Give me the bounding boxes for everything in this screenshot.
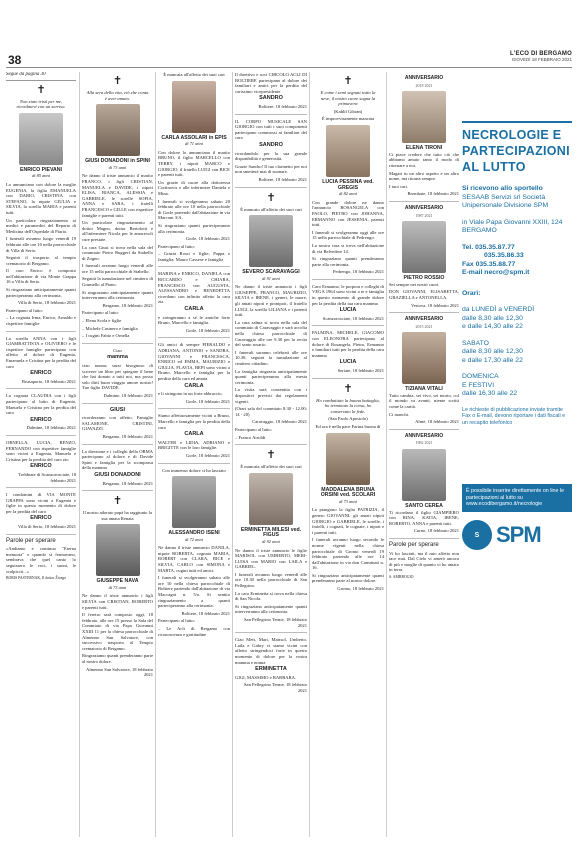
panel-title: NECROLOGIE E PARTECIPAZIONI AL LUTTO	[462, 121, 572, 175]
participants-heading: Partecipano al lutto:	[82, 310, 119, 316]
divider	[158, 266, 230, 267]
obituary-text: La famiglia ringrazia anticipatamente quanti parteciperanno alla mesta cerimonia.	[235, 368, 307, 385]
header-rule	[6, 67, 572, 68]
portrait-photo	[172, 476, 216, 528]
obituary-text: La cara salma si trova nella sala del commiato di Caravaggio e sarà accolta nella chiesa parrocchiale di Caravaggio alle ore 9.30 per la recita del santo rosario.	[235, 319, 307, 348]
place-date: Curno, 18 febbraio 2021	[413, 528, 459, 534]
obituary-text: Un particolare ringraziamento al dottor Magno, dottor Bertolotti e all'infermiere Nicola per le amorevoli cure prestate.	[82, 220, 153, 242]
obituary-text: I funerali avranno luogo venerdì alle ore 10.30 nella parrocchiale di San Pellegrino.	[235, 571, 307, 589]
notice-text: Gli amici di sempre PIERALDO e ADRIANA, ANTONIO e SANDRA, GIOVANNI e FRANCESCA, ENRICO ed EMMA, MAURIZIO e GIULIA, FLAVIA, BEPI sono vicini a Bruno, Marcello e famiglia per la perdita della cara ed amata	[158, 342, 230, 381]
anniversary-name: TIZIANA VITALI	[405, 386, 443, 393]
obituary-text: I funerali si svolgeranno sabato 20 febbraio alle ore 10 nella parrocchiale di Gorle partendo dall'abitazione in via Marconi 3/A.	[158, 198, 230, 221]
column-rule	[386, 72, 387, 837]
masthead-title: L'ECO DI BERGAMO	[510, 51, 572, 57]
notice-text: La sorella ANNA con i figli GIAMBATTISTA e OLIVIERO e le rispettive famiglie partecipano con affetto al dolore di Eugenia, Emanuela e Cristina per la perdita del caro	[6, 335, 76, 369]
obituary-text: Si ringraziano anticipatamente quanti prenderanno parte al nostro dolore.	[312, 572, 384, 584]
obituary-text: Il caro Enrico è composto nell'abitazione di via Monte Grappa 16 a Villa di Serio.	[6, 268, 76, 285]
verse: Ho combattuto la buona battaglia, ho terminato la corsa, ho conservato la fede.	[316, 397, 380, 414]
divider	[312, 378, 384, 379]
anniversary-heading: ANNIVERSARIO	[404, 316, 444, 323]
obituary-text: La cara Giusi si trova nella sala del commiato Pietro Ruggeri da Stabello di Zogno.	[82, 244, 153, 261]
participant: – Le Acli di Bergamo con riconoscenza e gratitudine	[158, 626, 230, 637]
obituary-text: Il feretro sarà composto oggi, 18 febbraio, alle ore 15 presso la Sala del Commiato di via Papa Giovanni XXIII 11 per la chiesa parrocchiale di Almenno San Salvatore, con successivo trasporto al Tempio crematorio di Bergamo.	[82, 612, 153, 651]
obituary-text: La nostra cara si trova nell'abitazione di via Belvedere 14.	[312, 242, 384, 254]
obituary-text: Un particolare ringraziamento ai medici e paramedici del Reparto di Medicina dell'Ospedale di Piario.	[6, 217, 76, 234]
intro-text: SESAAB Servizi srl Società Unipersonale Divisione SPM	[462, 193, 549, 209]
cross-icon: ✝	[112, 494, 123, 508]
portrait-photo	[19, 113, 63, 165]
obituary-text: Si ringraziano anticipatamente quanti interverranno alla cerimonia.	[82, 289, 153, 301]
notice-text: È mancata all'affetto dei suoi cari	[240, 464, 302, 470]
notice-text: Il direttivo e soci CIRCOLO ACLI DI BOLTIERE partecipano al dolore dei familiari e amici per la perdita del carissimo vicepresidente	[235, 72, 307, 94]
notice-text: Il nostro adorato papà ha raggiunto la sua amata Renata	[83, 510, 152, 521]
obituary-text: Ne danno il triste annuncio DANILA, nipote ROBERTA, cognata MARIA, ROBERT con CLARA, BICE e SILVIA, CARLO con SIMONA e MARTA, cugini tutti ed amici.	[158, 545, 230, 573]
notice-name: SANDRO	[259, 95, 283, 102]
participants-heading: Partecipano al lutto:	[158, 243, 195, 249]
divider	[312, 325, 384, 326]
anniversary-years: 2018 2021	[415, 82, 433, 88]
place-date: Bergamo, 18 febbraio 2021	[102, 480, 153, 486]
notice-text: GIGI, MASSIMO e BARBARA.	[235, 674, 297, 680]
notice-name: ENRICO	[30, 515, 52, 522]
place-date: Almè, 18 febbraio 2021	[415, 419, 459, 425]
anniversary-name: ELENA TIRONI	[405, 145, 443, 152]
divider	[235, 444, 307, 445]
obituary-text: Ne danno il triste annuncio il marito FRANCO, i figli CRISTIAN, MANUELA e DAVIDE, i nipoti ELISA, BIANCA, ALESSIA e GABRIELE, le sorelle SOFIA, ANNA e SARA, i fratelli FRANCESCO e GILLE con rispettive famiglie e parenti tutti.	[82, 173, 153, 218]
divider	[6, 534, 76, 535]
participants-heading: Partecipano al lutto:	[6, 307, 43, 313]
notice-text: e li stringono in un forte abbraccio.	[158, 391, 223, 397]
spm-logo	[462, 520, 572, 550]
hours-line: e dalle 14,30 alle 22	[462, 323, 523, 330]
deceased-name: ERMINETTA MILESI ved. FIGUS	[240, 526, 302, 539]
notice-text: e stringeranno a sé le amiche forte Bruno, Marcello e famiglia.	[158, 314, 230, 326]
notice-text: La cognata CLAUDIA con i figli partecipano al lutto di Eugenia, Manuela e Cristina per la perdita del caro	[6, 393, 76, 416]
notice-text: È mancato all'affetto dei suoi cari	[240, 206, 302, 212]
anniversary-heading: ANNIVERSARIO	[404, 432, 444, 439]
column-rule	[309, 72, 310, 837]
anniversary-heading: ANNIVERSARIO	[404, 204, 444, 211]
cross-icon: ✝	[36, 82, 46, 96]
masthead-date: GIOVEDÌ 18 FEBBRAIO 2021	[511, 57, 572, 62]
notice-text: IL CORPO MUSICALE SAN GIORGIO con tutti i suoi componenti partecipano commossi ai familiari del caro	[235, 118, 307, 141]
cross-icon: ✝	[266, 190, 276, 204]
divider	[235, 187, 307, 188]
place-date: Gromo, 18 febbraio 2021	[337, 586, 384, 592]
verse-author: (Kahlil Gibran)	[333, 108, 363, 114]
masthead	[510, 51, 572, 62]
participant: – I cugini Fabio e Ornella	[82, 333, 130, 339]
column-rule	[155, 72, 156, 837]
column-rule	[232, 72, 233, 837]
divider	[158, 408, 230, 409]
portrait-photo	[402, 332, 446, 384]
anniversary-text: Sei sempre nei nostri cuori.	[389, 281, 440, 287]
hours-line: dalle 8,30 alle 12,30	[462, 348, 523, 355]
divider	[389, 201, 459, 202]
participants-heading: Partecipano al lutto:	[158, 618, 195, 624]
verse: Non siate tristi per me, ricordatevi con un sorriso.	[16, 98, 66, 110]
cross-icon: ✝	[343, 381, 353, 395]
parole-text: «Andiamo e continuo "Eterna memoria" e quando si fermavano, sembrava che quel canto lo seguissero le voci, i suoni, le scalpiccii...»	[6, 546, 76, 574]
portrait-photo	[402, 449, 446, 501]
continued-from: Segue da pagina 30	[6, 72, 76, 81]
notice-text: ricorderanno con affetto. Famiglie SALAMONE, CRISTINI, GIAVAZZI.	[82, 415, 153, 432]
opening-hours	[462, 290, 572, 399]
deceased-age: di 73 anni	[108, 164, 127, 170]
deceased-age: di 82 anni	[339, 191, 357, 197]
deceased-name: GIUSI DONADONI in SPINI	[85, 158, 150, 165]
hours-line: e dalle 17,30 alle 22	[462, 356, 523, 364]
hours-heading: Orari:	[462, 289, 481, 297]
notice-text: È mancata all'affetto dei suoi cari	[163, 72, 225, 77]
obituary-text: Seguirà la tumulazione nel cimitero di Grumello al Piano.	[82, 276, 153, 288]
verse-author: (San Paolo Apostolo)	[328, 416, 368, 422]
anniversary-years: 2015 2021	[415, 323, 433, 329]
tel-number-2[interactable]: 035.35.86.33	[484, 252, 524, 259]
place-date: Brembate, 18 febbraio 2021	[407, 191, 459, 197]
column-1	[6, 72, 76, 839]
notice-name: GIUSI	[110, 406, 125, 413]
notice-name: LUCIA	[339, 307, 357, 314]
divider	[389, 429, 459, 430]
anniversary-name: SANTO CEREA	[405, 503, 443, 510]
column-2	[82, 72, 153, 839]
obituary-text: Si ringraziano anticipatamente quanti parteciperanno alla cerimonia.	[6, 287, 76, 298]
portrait-photo	[326, 433, 370, 485]
deceased-name: ALESSANDRO ISENI	[168, 530, 220, 537]
place-date: Gorle, 18 febbraio 2021	[185, 398, 230, 404]
divider	[6, 487, 76, 488]
obituary-text: La visita sarà consentita con i dispositivi previsti dai regolamenti vigenti.	[235, 387, 307, 404]
notice-name: ENRICO	[30, 463, 52, 470]
notice-text: PALMINA, MICHELE, GIACOMO con ELEONORA partecipano al dolore di Rosangela, Pietro, Ermanno e familiari tutti per la perdita della cara mamma	[312, 330, 384, 358]
place-date: Boltiere, 18 febbraio 2021	[181, 610, 230, 616]
notice-name: GIUSI DONADONI	[94, 471, 141, 478]
portrait-photo	[249, 473, 293, 525]
parole-heading: Parole per sperare	[6, 537, 56, 544]
panel-contacts	[462, 244, 572, 278]
obituary-text: La piangono la figlia PATRIZIA, il genero GIOVANNI, gli amati nipoti GIORGIO e GABRIELE, le sorelle, i fratelli, i cognati, le cognate, i nipoti e i parenti tutti.	[312, 507, 384, 535]
deceased-name: CARLA ASSOLARI in EPIS	[161, 134, 227, 141]
column-5	[312, 72, 384, 839]
notice-name: SANDRO	[259, 141, 283, 148]
anniversary-years: 1982 2021	[415, 440, 433, 446]
notice-text: ORNELLA, LUCIA, RENZO, FERNANDO con rispettive famiglie sono vicini a Eugenia, Manuela e Cristina per la perdita del caro zio	[6, 439, 76, 462]
place-date: Trebbiate di Scanzorosciate, 18 febbraio 2021	[18, 471, 76, 483]
obituary-text: Lo annunciano con dolore la moglie EUGENIA, la figlia EMANUELA con DARIO, CRISTINA con STEFANO, la nipote GIULIA e SILVIA, la sorella MARIA e parenti tutti.	[6, 181, 76, 215]
deceased-age: di 72 anni	[185, 536, 203, 542]
email-label: E-mail	[462, 269, 483, 276]
hours-sunday	[462, 373, 572, 399]
deceased-name: GIUSEPPE NAVA	[96, 578, 139, 585]
notice-name: ENRICO	[30, 370, 52, 377]
fax-label: Fax	[462, 260, 474, 268]
deceased-age: di 92 anni	[262, 538, 280, 544]
tel-number-1[interactable]: 035.35.87.77	[475, 243, 515, 251]
cross-icon: ✝	[266, 448, 276, 462]
anniversary-text: DON GIOVANNI, ELISABETTA, GRAZIELLA e ANTONELLA.	[389, 289, 459, 300]
obituary-text: Ringraziamo quanti prenderanno parte al nostro dolore.	[82, 653, 153, 664]
notice-name: mamma	[107, 354, 128, 361]
necrology-info-panel	[462, 72, 572, 830]
place-date: Seriate, 18 febbraio 2021	[337, 368, 384, 373]
portrait-photo	[96, 104, 140, 156]
place-date: Dalmine, 18 febbraio 2021	[103, 392, 153, 398]
divider	[6, 388, 76, 389]
place-date: Villa di Serio, 18 febbraio 2021	[17, 300, 76, 306]
notice-text: Con immenso dolore ci ha lasciato	[162, 467, 226, 473]
anniversary-text: Ci manchi.	[389, 411, 410, 417]
place-date: San Pellegrino Terme, 18 febbraio 2021	[244, 617, 307, 628]
column-4	[235, 72, 307, 839]
cross-icon: ✝	[112, 74, 123, 87]
obituary-text: Si ringraziano quanti parteciperanno alla cerimonia.	[158, 222, 230, 234]
anniversary-text: Magari tu un altro aspetto e un altro nome, ma ritorna sempre.	[389, 170, 459, 182]
place-date: Bergamo, 18 febbraio 2021	[102, 433, 153, 439]
notice-text: I condomini di VIA MONTE GRAPPA sono vicini a Eugenia e figlie in questo momento di dolore per la perdita del caro	[6, 492, 76, 514]
notice-text: Ed ora è nella pace Farina buona di	[315, 423, 381, 429]
notice-text: Siamo affettuosamente vicini a Bruno, Marcello e famiglia per la perdita della cara	[158, 413, 230, 430]
anniversary-heading: ANNIVERSARIO	[404, 75, 444, 81]
notice-text: ciao nonna; sarai bisognoso di scrivere un libro per spiegare il bene che hai donato a tutti noi, ma posso solo dirti buon viaggio amore nostro! Tuo figlio DAVIDE.	[82, 363, 153, 391]
notice-name: CARLA	[184, 382, 204, 389]
notice-text: È improvvisamente mancata	[321, 116, 375, 122]
place-date: Brusaporto, 18 febbraio 2021	[21, 378, 76, 384]
divider	[6, 435, 76, 436]
obituary-text: Si ringraziano quanti prenderanno parte alla cerimonia.	[312, 256, 384, 267]
deceased-age: di 73 anni	[108, 584, 127, 590]
divider	[82, 403, 153, 404]
notice-text: MARINA e ENRICO, DANIELA con RICCARDO e CHIARA, FRANCESCO con AUGUSTA, ALESSANDRO e BENEDETTA ricordano con infinito affetto la cara zia	[158, 271, 230, 305]
anniversary-text: Tutto cambia, sei vivo, sei morto, col il mondo va avanti, niente scritti come la carità.	[389, 392, 459, 410]
panel-top-space	[462, 72, 572, 121]
portrait-photo	[326, 125, 370, 177]
column-rule	[79, 72, 80, 837]
obituary-text: I funerali saranno celebrati alle ore 10.30, seguirà la tumulazione al cimitero cittadino.	[235, 349, 307, 366]
deceased-age: di 71 anni	[185, 141, 203, 147]
place-date: Gorle, 18 febbraio 2021	[185, 236, 230, 242]
notice-name: CARLA	[184, 431, 204, 438]
place-date: Scanzorosciate, 18 febbraio 2021	[322, 315, 384, 321]
anniversary-text: Ci piace credere che tutto ciò che abbiamo amato tanto il modo di ritornare a noi.	[389, 151, 459, 168]
notice-name: ERMINETTA	[255, 666, 287, 673]
email-link[interactable]: necro@spm.it	[484, 269, 530, 276]
participant: – La cognata Irma, Enrico, Arnaldo e rispettive famiglie	[6, 315, 76, 327]
hours-line: E FESTIVI	[462, 381, 495, 389]
notice-name: CARLA	[184, 306, 204, 313]
participant: – Franco Airoldi	[235, 434, 266, 440]
participant: – Michele Casinero e famiglia	[82, 325, 138, 331]
deceased-age: di 91 anni	[262, 275, 280, 281]
verse: E come i semi segnati sotto la neve, il nostro cuore sogna la primavera	[320, 90, 376, 107]
deceased-name: MADDALENA BRUNA ORSINI ved. SCOLARI	[320, 486, 376, 499]
page-number: 38	[8, 53, 22, 67]
divider	[158, 463, 230, 464]
portrait-photo	[96, 524, 140, 576]
divider	[312, 279, 384, 280]
divider	[82, 343, 153, 344]
obituary-text: La cara Erminetta si trova nella chiesa di San Nicola.	[235, 590, 307, 602]
obituary-text: I funerali si svolgeranno oggi alle ore 15 nella parrocchiale di Pedrengo.	[312, 229, 384, 241]
cross-icon: ✝	[343, 74, 353, 87]
place-date: Bergamo, 18 febbraio 2021	[102, 302, 153, 308]
panel-address: in Viale Papa Giovanni XXIII, 124 BERGAMO	[462, 218, 563, 234]
notice-text: La direzione e i colleghi della ORMA partecipano al dolore e di Davide Spini e famiglia per la scomparsa della mamma	[82, 448, 153, 471]
anniversary-name: PIETRO ROSSIO	[403, 275, 445, 282]
obituary-text: Ne danno il triste annuncio i figli GIUSEPPE, FRANCO, MAURIZIO, SILVIA e IRENE, i generi, le nuore, gli amati nipoti e pronipoti, il fratello LUIGI, la sorella LILIANA e i parenti tutti.	[235, 284, 307, 318]
obituary-text: Con dolore lo annunciano il marito BRUNO, il figlio MARCELLO con TERRY, i nipoti MARCO e GIORGIO, il fratello LUIGI con BICE e parenti tutti.	[158, 149, 230, 178]
deceased-name: LUCIA PESSINA ved. GREGIS	[322, 178, 374, 191]
panel-intro	[462, 185, 572, 211]
obituary-text: I funerali avranno luogo secondo le norme vigenti nella chiesa parrocchiale di Gromo venerdì 19 febbraio partendo alle ore 14 dall'abitazione in via don Carminati n. 16.	[312, 537, 384, 571]
obituary-text: Ne danno il triste annuncio i figli SILVIA con CRISTIAN, ROBERTO e parenti tutti.	[82, 593, 153, 610]
divider	[389, 538, 459, 539]
obituary-text: Con grande dolore ne danno l'annuncio ROSANGELA con PAOLO, PIETRO con JOHANNA, ERMANNO con JESSENIA, parenti tutti.	[312, 199, 384, 228]
divider	[82, 444, 153, 445]
tel-label: Tel.	[462, 243, 474, 251]
hours-line: da LUNEDÌ a VENERDÌ	[462, 306, 535, 313]
hours-line: dalle 8,30 alle 12,30	[462, 314, 523, 322]
hours-weekdays	[462, 306, 572, 332]
obituary-text: Un grazie di cuore alla dottoressa Cortinovis e alle infermiere Daniela e Mina.	[158, 179, 230, 196]
hours-line: SABATO	[462, 339, 489, 347]
portrait-photo	[402, 91, 446, 143]
divider	[235, 114, 307, 115]
obituary-text: I funerali avranno luogo venerdì 19 febbraio alle ore 10 nella parrocchiale di Villa di Serio.	[6, 236, 76, 253]
obituary-text: Seguirà il trasporto al tempio crematorio di Bergamo.	[6, 255, 76, 266]
hours-saturday	[462, 340, 572, 366]
notice-text: Ciao	[113, 347, 122, 353]
deceased-name: ENRICO PIEVANI	[20, 166, 62, 173]
obituary-text: Si ringraziano anticipatamente quanti interverranno alla cerimonia.	[235, 603, 307, 615]
place-date: Boltiere, 18 febbraio 2021	[258, 103, 307, 109]
participant: – Elena Scola e figlie	[82, 318, 122, 324]
deceased-name: SEVERO SCARAVAGGI	[242, 269, 300, 276]
verse: Alla sera della vita, ciò che conta è aver amato.	[86, 90, 149, 101]
notice-name: ENRICO	[30, 416, 52, 423]
portrait-photo	[172, 81, 216, 133]
anniversary-years: 1987 2021	[415, 212, 433, 218]
parole-heading: Parole per sperare	[389, 542, 439, 548]
column-6	[389, 72, 459, 839]
notice-name: LUCIA	[339, 359, 357, 366]
notice-text: WALTER e LIDIA, ADRIANO e BRIGITTE con le loro famiglie.	[158, 439, 230, 451]
obituary-text: I funerali avranno luogo venerdì alle ore 15 nella parrocchiale di Stabello.	[82, 263, 153, 274]
portrait-photo	[402, 221, 446, 273]
panel-note: Le richieste di pubblicazione inviate tramite Fax o E-mail, devono riportare i dati fiscali e un recapito telefonico	[462, 406, 566, 426]
participants-heading: Partecipano al lutto:	[235, 426, 272, 432]
notice-text: Ciao Meri, Mari, Marisol, Umberto, Laila e Gabry vi siamo vicini con affetto stringendoci forte in questo momento di dolore per la vostra mamma e nonna	[235, 637, 307, 665]
hours-line: dalle 16,30 alle 22	[462, 390, 518, 397]
place-date: Vertova, 18 febbraio 2021	[411, 302, 459, 308]
place-date: Gorle, 18 febbraio 2021	[185, 452, 230, 458]
intro-bold: Si ricevono allo sportello	[462, 185, 543, 192]
divider	[158, 337, 230, 338]
place-date: Villa di Serio, 18 febbraio 2021	[17, 524, 76, 530]
place-date: Almenno San Salvatore, 18 febbraio 2021	[86, 666, 153, 678]
divider	[82, 490, 153, 491]
anniversary-text: I tuoi cari.	[389, 183, 409, 189]
deceased-age: di 85 anni	[32, 173, 50, 179]
notice-text: Caro Ermanno, le porpora e colleghi di VEGA 1964 sono vicini a te e famiglia in questo momento di grande dolore per la perdita della tua cara mamma	[312, 283, 384, 306]
spm-logo-text: SPM	[496, 522, 541, 548]
place-date: Caravaggio, 18 febbraio 2021	[252, 419, 307, 425]
participant: – Grazia Rossi e figlie; Pappa e famiglia; Mauro Cassese e famiglia	[158, 251, 230, 262]
divider	[389, 312, 459, 313]
portrait-photo	[249, 215, 293, 267]
online-notice[interactable]: È possibile inserire direttamente on line le partecipazioni al lutto su www.ecodibergamo.it/necrologie	[462, 484, 572, 512]
parole-author: BORIS PASTERNAK, Il dottor Živago	[6, 576, 67, 581]
obituary-text: I funerali si svolgeranno sabato alle ore 10 nella chiesa parrocchiale di Boltiere partendo dall'abitazione di via Maccagni n. 5/a. Si sentito ringraziamento a quanti parteciperanno alla cerimonia.	[158, 575, 230, 609]
notice-text: Grazie Sandro! Il tuo clarinetto per noi non smetterà mai di suonare.	[235, 163, 307, 175]
parole-author: S. AMBROGIO	[389, 574, 414, 579]
place-date: Dalmine, 18 febbraio 2021	[26, 425, 76, 431]
notice-text: ricordandolo per la sua grande disponibilità e generosità.	[235, 150, 307, 162]
fax-number[interactable]: 035.35.88.77	[475, 260, 516, 268]
column-3	[158, 72, 230, 839]
divider	[235, 632, 307, 633]
place-date: Pedrengo, 18 febbraio 2021	[332, 269, 384, 275]
deceased-age: di 73 anni	[339, 498, 357, 504]
place-date: Gorle, 18 febbraio 2021	[185, 327, 230, 333]
place-date: San Pellegrino Terme, 18 febbraio 2021	[244, 682, 307, 693]
parole-text: Vi ho lasciati, ma il mio affetto non tace mai. Dal Cielo vi amerò ancora di più e moglie di quanto vi ho amato in terra.	[389, 550, 459, 573]
obituary-text: Ne danno il triste annuncio le figlie MARISOL con UMBERTO, MERI-LUISA con MARIO con LAILA e GABRIEL.	[235, 547, 307, 570]
divider	[6, 331, 76, 332]
anniversary-text: Ti ricordano il figlio GIAMPIERO con RINA, KATIA, IRENE, ROBERTO, ANNA e parenti tutti.	[389, 509, 459, 526]
hours-line: DOMENICA	[462, 373, 499, 380]
place-date: Boltiere, 18 febbraio 2021	[258, 176, 307, 182]
obituary-text: (Orari sala del commiato 8.30 - 12.00; 14 - 20)	[235, 406, 307, 417]
spm-logo-icon: S	[462, 520, 492, 550]
